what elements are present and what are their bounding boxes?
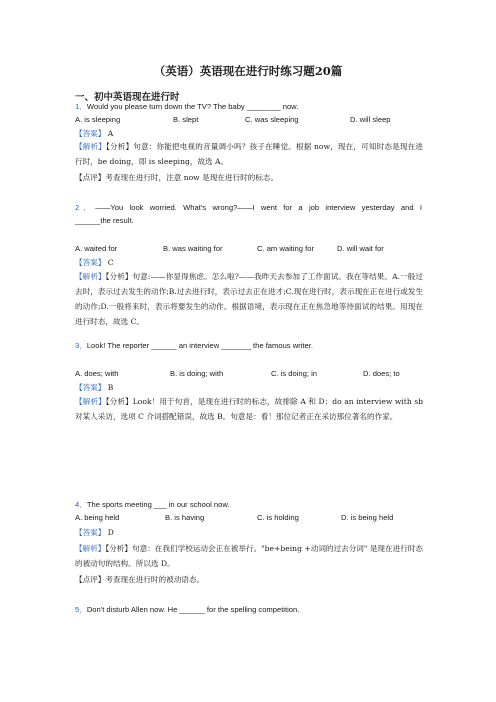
question-4-comment: 【点评】考查现在进行时的被动语态。 (75, 575, 205, 584)
option-d: D. will wait for (337, 244, 384, 253)
question-3-analysis (75, 394, 423, 424)
option-c: C. was sleeping (245, 115, 299, 124)
option-a: A. waited for (75, 244, 118, 253)
question-number: 5． (75, 605, 87, 614)
question-3-answer (75, 381, 113, 394)
question-5-stem (75, 603, 422, 616)
question-text: Don't disturb Allen now. He ______ for the spelling competition. (86, 605, 300, 614)
option-b: B. slept (173, 115, 199, 124)
option-b: B. is having (165, 513, 205, 522)
analysis-text: 【分析】句意：你能把电视的音量调小吗？孩子在睡觉。根据 now，现在，可知时态是现在进行时，be doing，即 is sleeping，故选 A。 (75, 142, 424, 166)
question-number: 4． (75, 500, 87, 509)
question-text: Look! The reporter ______ an interview _______ the famous writer. (86, 341, 313, 350)
question-4-stem (75, 498, 422, 511)
analysis-text: 【分析】句意:——你显得焦虑。怎么啦?——我昨天去参加了工作面试。我在等结果。A.一般过去时，表示过去发生的动作;B.过去进行时，表示过去正在进才;C.现在进行时，表示现在正在进行或发生的动作;D.一般将来时，表示将要发生的动作。根据语境，表示现在正在焦急地等待面试的结果。用现在进行时态，故选 C。 (75, 272, 424, 326)
analysis-tag: 【解析】 (75, 272, 106, 281)
option-d: D. does; to (363, 369, 400, 378)
option-c: C. is doing; in (271, 369, 318, 378)
option-a: A. does; with (75, 369, 119, 378)
option-c: C. am waiting for (257, 244, 314, 253)
analysis-tag: 【解析】 (75, 142, 107, 151)
question-4-analysis (75, 541, 423, 571)
question-text: ——You look worried. What's wrong?——I went for a job interview yesterday and I (95, 203, 422, 212)
analysis-tag: 【解析】 (75, 544, 106, 553)
document-title: （英语）英语现在进行时练习题20篇 (153, 64, 343, 78)
question-text: The sports meeting ___ in our school now. (86, 500, 230, 509)
question-number: 2． (75, 203, 96, 212)
option-b: B. is doing; with (170, 369, 224, 378)
option-c: C. is holding (257, 513, 299, 522)
answer-value: B (107, 383, 114, 392)
answer-tag: 【答案】 (75, 528, 106, 537)
question-1-stem (75, 100, 422, 113)
question-2-stem-line-2: ______the result. (75, 216, 134, 225)
question-number: 3． (75, 341, 87, 350)
question-3-options (75, 369, 422, 381)
answer-tag: 【答案】 (75, 129, 106, 138)
question-2-options (75, 244, 422, 256)
question-2-stem-line-1 (75, 201, 422, 214)
question-1-analysis (75, 139, 423, 169)
section-heading: 一、初中英语现在进行时 (75, 92, 180, 103)
analysis-text: 【分析】句意：在我们学校运动会正在被举行。"be+being +动词的过去分词" 是现在进行时态的被动句的结构。所以选 D。 (75, 544, 424, 568)
question-3-stem (75, 339, 422, 352)
question-4-options (75, 513, 422, 525)
question-4-answer (75, 526, 114, 539)
answer-value: A (107, 129, 114, 138)
option-a: A. being held (75, 513, 120, 522)
question-2-analysis (75, 269, 423, 329)
answer-tag: 【答案】 (75, 383, 106, 392)
answer-tag: 【答案】 (75, 258, 106, 267)
question-number: 1． (75, 102, 87, 111)
option-a: A. is sleeping (75, 115, 121, 124)
option-d: D. is being held (341, 513, 394, 522)
answer-value: D (107, 528, 114, 537)
analysis-text: 【分析】Look！用于句首，是现在进行时的标志，故排除 A 和 D；do an interview with sb 对某人采访，选项 C 介词搭配错误，故选 B。句意是：看！那位记者正在采访那位著名的作家。 (75, 397, 423, 421)
question-2-answer (75, 256, 114, 269)
question-1-options (75, 115, 422, 127)
answer-value: C (107, 258, 114, 267)
question-1-comment: 【点评】考查现在进行时，注意 now 是现在进行时的标志。 (75, 173, 279, 182)
question-text: Would you please turn down the TV? The baby ________ now. (86, 102, 299, 111)
option-d: D. will sleep (350, 115, 391, 124)
analysis-tag: 【解析】 (75, 397, 106, 406)
option-b: B. was waiting for (163, 244, 223, 253)
